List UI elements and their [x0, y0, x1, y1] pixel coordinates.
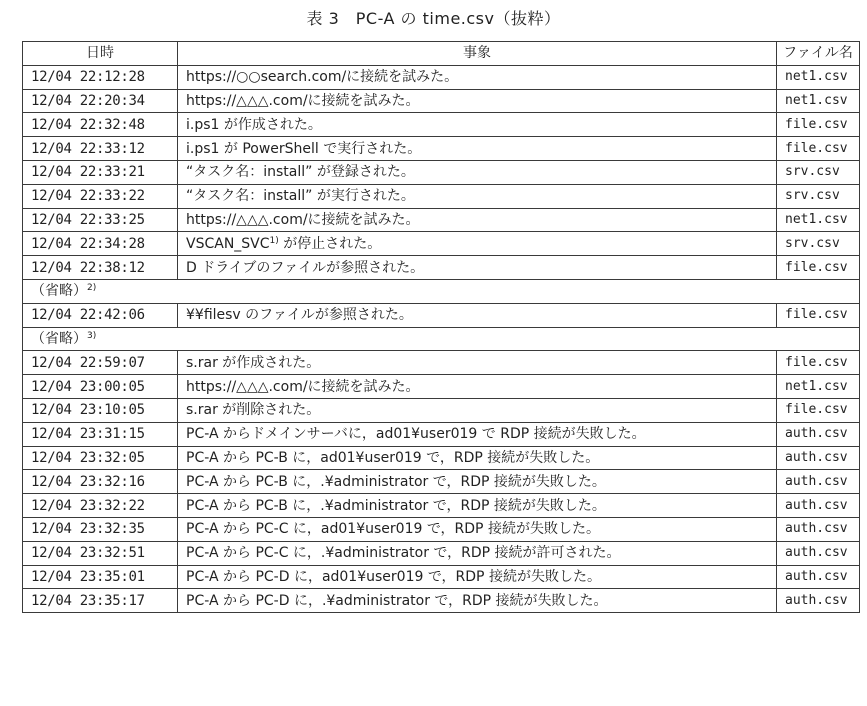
cell-datetime: 12/04 22:12:28 — [23, 65, 178, 89]
event-text: https://○○search.com/に接続を試みた。 — [186, 69, 459, 86]
cell-datetime: 12/04 23:32:35 — [23, 517, 178, 541]
table-row — [23, 541, 860, 565]
table-row — [23, 232, 860, 256]
cell-datetime: 12/04 23:31:15 — [23, 422, 178, 446]
cell-event — [178, 160, 777, 184]
cell-datetime: 12/04 22:32:48 — [23, 113, 178, 137]
time-log-table — [22, 41, 860, 613]
event-text: https://△△△.com/に接続を試みた。 — [186, 378, 420, 395]
cell-event — [178, 184, 777, 208]
cell-datetime: 12/04 23:35:01 — [23, 565, 178, 589]
cell-filename: auth.csv — [777, 446, 860, 470]
cell-filename: auth.csv — [777, 541, 860, 565]
event-text: PC-A から PC-B に，.¥administrator で，RDP 接続が失敗した。 — [186, 497, 606, 514]
cell-event — [178, 208, 777, 232]
cell-filename: auth.csv — [777, 589, 860, 613]
table-row — [23, 208, 860, 232]
omission-row — [23, 327, 860, 351]
cell-datetime: 12/04 22:33:25 — [23, 208, 178, 232]
cell-event — [178, 541, 777, 565]
cell-datetime: 12/04 23:32:16 — [23, 470, 178, 494]
event-text: “タスク名：install” が登録された。 — [186, 164, 415, 181]
omission-note — [23, 279, 860, 303]
cell-filename: file.csv — [777, 351, 860, 375]
cell-event — [178, 398, 777, 422]
cell-filename: net1.csv — [777, 65, 860, 89]
event-text: ¥¥filesv のファイルが参照された。 — [186, 307, 413, 324]
cell-datetime: 12/04 22:38:12 — [23, 256, 178, 280]
table-row — [23, 113, 860, 137]
cell-event — [178, 351, 777, 375]
event-text: “タスク名：install” が実行された。 — [186, 188, 415, 205]
cell-event — [178, 137, 777, 161]
cell-datetime: 12/04 23:35:17 — [23, 589, 178, 613]
event-text: PC-A から PC-B に，ad01¥user019 で，RDP 接続が失敗した。 — [186, 449, 600, 466]
cell-event — [178, 422, 777, 446]
cell-filename: srv.csv — [777, 184, 860, 208]
cell-event — [178, 565, 777, 589]
cell-event — [178, 89, 777, 113]
cell-datetime: 12/04 22:42:06 — [23, 303, 178, 327]
cell-event — [178, 517, 777, 541]
table-header-row — [23, 42, 860, 66]
header-filename: ファイル名 — [777, 42, 860, 66]
omission-row — [23, 279, 860, 303]
cell-filename: auth.csv — [777, 422, 860, 446]
table-caption: 表 3 PC-A の time.csv（抜粋） — [306, 9, 561, 28]
cell-datetime: 12/04 22:33:12 — [23, 137, 178, 161]
cell-event — [178, 303, 777, 327]
cell-filename: net1.csv — [777, 208, 860, 232]
event-text: i.ps1 が PowerShell で実行された。 — [186, 140, 422, 157]
cell-datetime: 12/04 22:33:21 — [23, 160, 178, 184]
cell-event — [178, 446, 777, 470]
omission-text: （省略） — [31, 330, 87, 347]
cell-event — [178, 375, 777, 399]
event-text: https://△△△.com/に接続を試みた。 — [186, 211, 420, 228]
cell-datetime: 12/04 23:32:22 — [23, 494, 178, 518]
table-row — [23, 517, 860, 541]
cell-datetime: 12/04 22:59:07 — [23, 351, 178, 375]
cell-filename: file.csv — [777, 113, 860, 137]
cell-datetime: 12/04 22:34:28 — [23, 232, 178, 256]
event-text: VSCAN_SVC — [186, 235, 270, 252]
table-row — [23, 446, 860, 470]
table-row — [23, 494, 860, 518]
cell-filename: auth.csv — [777, 470, 860, 494]
event-text: PC-A から PC-B に，.¥administrator で，RDP 接続が失敗した。 — [186, 473, 606, 490]
event-text: PC-A からドメインサーバに，ad01¥user019 で RDP 接続が失敗した。 — [186, 426, 646, 443]
cell-filename: file.csv — [777, 137, 860, 161]
table-row — [23, 89, 860, 113]
cell-event — [178, 65, 777, 89]
event-text: i.ps1 が作成された。 — [186, 116, 322, 133]
table-row — [23, 375, 860, 399]
table-row — [23, 160, 860, 184]
cell-filename: file.csv — [777, 303, 860, 327]
cell-filename: srv.csv — [777, 160, 860, 184]
cell-event — [178, 589, 777, 613]
cell-event — [178, 256, 777, 280]
table-row — [23, 398, 860, 422]
event-text: PC-A から PC-D に，ad01¥user019 で，RDP 接続が失敗した。 — [186, 568, 601, 585]
cell-event — [178, 470, 777, 494]
cell-filename: srv.csv — [777, 232, 860, 256]
cell-datetime: 12/04 22:33:22 — [23, 184, 178, 208]
table-row — [23, 137, 860, 161]
header-date: 日時 — [23, 42, 178, 66]
cell-filename: auth.csv — [777, 517, 860, 541]
omission-note — [23, 327, 860, 351]
event-text-continued: が停止された。 — [278, 235, 382, 252]
event-text: s.rar が削除された。 — [186, 402, 321, 419]
event-text: PC-A から PC-C に，ad01¥user019 で，RDP 接続が失敗した。 — [186, 521, 600, 538]
footnote-marker: 3) — [87, 330, 97, 341]
table-row — [23, 184, 860, 208]
footnote-marker: 1) — [269, 235, 279, 246]
cell-filename: net1.csv — [777, 89, 860, 113]
cell-filename: net1.csv — [777, 375, 860, 399]
event-text: s.rar が作成された。 — [186, 354, 321, 371]
event-text: D ドライブのファイルが参照された。 — [186, 259, 425, 276]
table-row — [23, 351, 860, 375]
table-row — [23, 589, 860, 613]
cell-datetime: 12/04 23:00:05 — [23, 375, 178, 399]
cell-datetime: 12/04 23:32:05 — [23, 446, 178, 470]
table-row — [23, 65, 860, 89]
table-row — [23, 303, 860, 327]
omission-text: （省略） — [31, 283, 87, 300]
event-text: PC-A から PC-D に，.¥administrator で，RDP 接続が失敗した。 — [186, 592, 608, 609]
header-event: 事象 — [178, 42, 777, 66]
cell-event — [178, 232, 777, 256]
table-row — [23, 422, 860, 446]
cell-filename: file.csv — [777, 256, 860, 280]
cell-datetime: 12/04 23:10:05 — [23, 398, 178, 422]
table-body — [23, 65, 860, 612]
cell-filename: file.csv — [777, 398, 860, 422]
cell-datetime: 12/04 22:20:34 — [23, 89, 178, 113]
cell-datetime: 12/04 23:32:51 — [23, 541, 178, 565]
cell-event — [178, 113, 777, 137]
footnote-marker: 2) — [87, 283, 97, 294]
cell-filename: auth.csv — [777, 494, 860, 518]
event-text: https://△△△.com/に接続を試みた。 — [186, 92, 420, 109]
event-text: PC-A から PC-C に，.¥administrator で，RDP 接続が許可された。 — [186, 545, 621, 562]
table-row — [23, 470, 860, 494]
table-row — [23, 565, 860, 589]
table-row — [23, 256, 860, 280]
cell-event — [178, 494, 777, 518]
cell-filename: auth.csv — [777, 565, 860, 589]
